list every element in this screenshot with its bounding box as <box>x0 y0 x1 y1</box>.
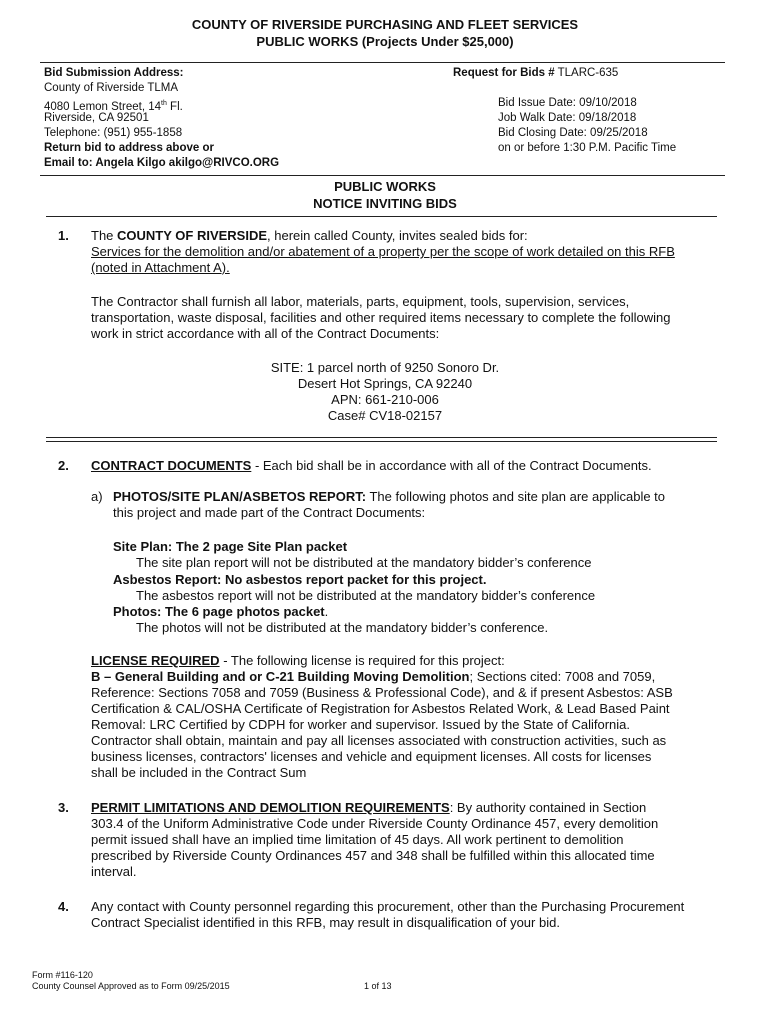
notice-rule <box>46 216 717 217</box>
submission-street: 4080 Lemon Street, 14th Fl. <box>44 100 183 113</box>
section-2a-label: a) <box>91 489 103 504</box>
site-location: SITE: 1 parcel north of 9250 Sonoro Dr. <box>270 360 500 375</box>
asbestos-heading: Asbestos Report: No asbestos report packet for this project. <box>113 572 487 587</box>
license-heading: LICENSE REQUIRED - The following license is required for this project: <box>91 653 505 668</box>
footer-approval: County Counsel Approved as to Form 09/25/2015 <box>32 981 230 991</box>
photos-note: The photos will not be distributed at the mandatory bidder’s conference. <box>136 620 549 635</box>
section-3-line-3: permit issued shall have an implied time limitation of 45 days. All work pertinent to demolition <box>91 832 624 847</box>
submission-city: Riverside, CA 92501 <box>44 112 149 124</box>
job-walk-date: Job Walk Date: 09/18/2018 <box>498 112 637 124</box>
bid-closing-time: on or before 1:30 P.M. Pacific Time <box>498 142 677 154</box>
section-4-number: 4. <box>58 899 69 914</box>
notice-heading-2: NOTICE INVITING BIDS <box>313 196 457 211</box>
services-line-2: (noted in Attachment A). <box>91 260 230 275</box>
submission-heading: Bid Submission Address: <box>44 67 184 79</box>
notice-heading-1: PUBLIC WORKS <box>334 179 436 194</box>
footer-form-number: Form #116-120 <box>32 970 93 980</box>
section-2-heading: CONTRACT DOCUMENTS - Each bid shall be in accordance with all of the Contract Documents. <box>91 458 652 473</box>
section-1-rule-a <box>46 437 717 438</box>
page-title: COUNTY OF RIVERSIDE PURCHASING AND FLEET SERVICES <box>191 17 579 32</box>
site-city: Desert Hot Springs, CA 92240 <box>297 376 473 391</box>
submission-email: Email to: Angela Kilgo akilgo@RIVCO.ORG <box>44 157 280 169</box>
section-1-para-1: The Contractor shall furnish all labor, materials, parts, equipment, tools, supervision, services, <box>91 294 630 309</box>
site-apn: APN: 661-210-006 <box>331 392 439 407</box>
license-line-8: shall be included in the Contract Sum <box>91 765 307 780</box>
site-case: Case# CV18-02157 <box>327 408 443 423</box>
section-4-line-1: Any contact with County personnel regarding this procurement, other than the Purchasing Procurement <box>91 899 685 914</box>
license-line-5: Removal: LRC Certified by CDPH for worker and supervisor. Issued by the State of California. <box>91 717 631 732</box>
submission-phone: Telephone: (951) 955-1858 <box>44 127 183 139</box>
license-line-4: Certification & CAL/OSHA Certificate of Registration for Asbestos Related Work, & Lead Based Paint <box>91 701 670 716</box>
license-line-7: business licenses, contractors' licenses and vehicle and equipment licenses. All costs for licenses <box>91 749 652 764</box>
section-1-intro: The COUNTY OF RIVERSIDE, herein called County, invites sealed bids for: <box>91 228 528 243</box>
site-plan-note: The site plan report will not be distributed at the mandatory bidder’s conference <box>136 555 592 570</box>
services-line-1: Services for the demolition and/or abatement of a property per the scope of work detailed on this RFB <box>91 244 675 259</box>
section-1-rule-b <box>46 441 717 442</box>
license-line-3: Reference: Sections 7058 and 7059 (Business & Professional Code), and & if present Asbestos: ASB <box>91 685 673 700</box>
header-rule-top <box>40 62 725 63</box>
photos-heading: Photos: The 6 page photos packet. <box>113 604 329 619</box>
request-number: Request for Bids # TLARC-635 <box>453 67 619 79</box>
section-3-line-5: interval. <box>91 864 137 879</box>
section-3-line-2: 303.4 of the Uniform Administrative Code under Riverside County Ordinance 457, every demolition <box>91 816 659 831</box>
license-line-2: B – General Building and or C-21 Building Moving Demolition; Sections cited: 7008 and 7059, <box>91 669 656 684</box>
bid-issue-date: Bid Issue Date: 09/10/2018 <box>498 97 637 109</box>
submission-return: Return bid to address above or <box>44 142 214 154</box>
bid-closing-date: Bid Closing Date: 09/25/2018 <box>498 127 648 139</box>
footer-page-number: 1 of 13 <box>364 981 392 991</box>
section-2-number: 2. <box>58 458 69 473</box>
section-1-para-2: transportation, waste disposal, facilities and other required items necessary to complete the following <box>91 310 671 325</box>
section-1-para-3: work in strict accordance with all of the Contract Documents: <box>91 326 440 341</box>
section-3-number: 3. <box>58 800 69 815</box>
section-1-number: 1. <box>58 228 69 243</box>
submission-org: County of Riverside TLMA <box>44 82 179 94</box>
site-plan-heading: Site Plan: The 2 page Site Plan packet <box>113 539 348 554</box>
header-rule-bottom <box>40 175 725 176</box>
page-subtitle: PUBLIC WORKS (Projects Under $25,000) <box>256 34 514 49</box>
license-line-6: Contractor shall obtain, maintain and pay all licenses associated with construction activities, such as <box>91 733 667 748</box>
asbestos-note: The asbestos report will not be distributed at the mandatory bidder’s conference <box>136 588 596 603</box>
section-3-line-4: prescribed by Riverside County Ordinances 457 and 348 shall be fulfilled within this allocated time <box>91 848 655 863</box>
section-4-line-2: Contract Specialist identified in this RFB, may result in disqualification of your bid. <box>91 915 560 930</box>
section-3-heading: PERMIT LIMITATIONS AND DEMOLITION REQUIREMENTS: By authority contained in Section <box>91 800 647 815</box>
section-2a-heading: PHOTOS/SITE PLAN/ASBETOS REPORT: The following photos and site plan are applicable to <box>113 489 666 504</box>
section-2a-line-2: this project and made part of the Contract Documents: <box>113 505 426 520</box>
